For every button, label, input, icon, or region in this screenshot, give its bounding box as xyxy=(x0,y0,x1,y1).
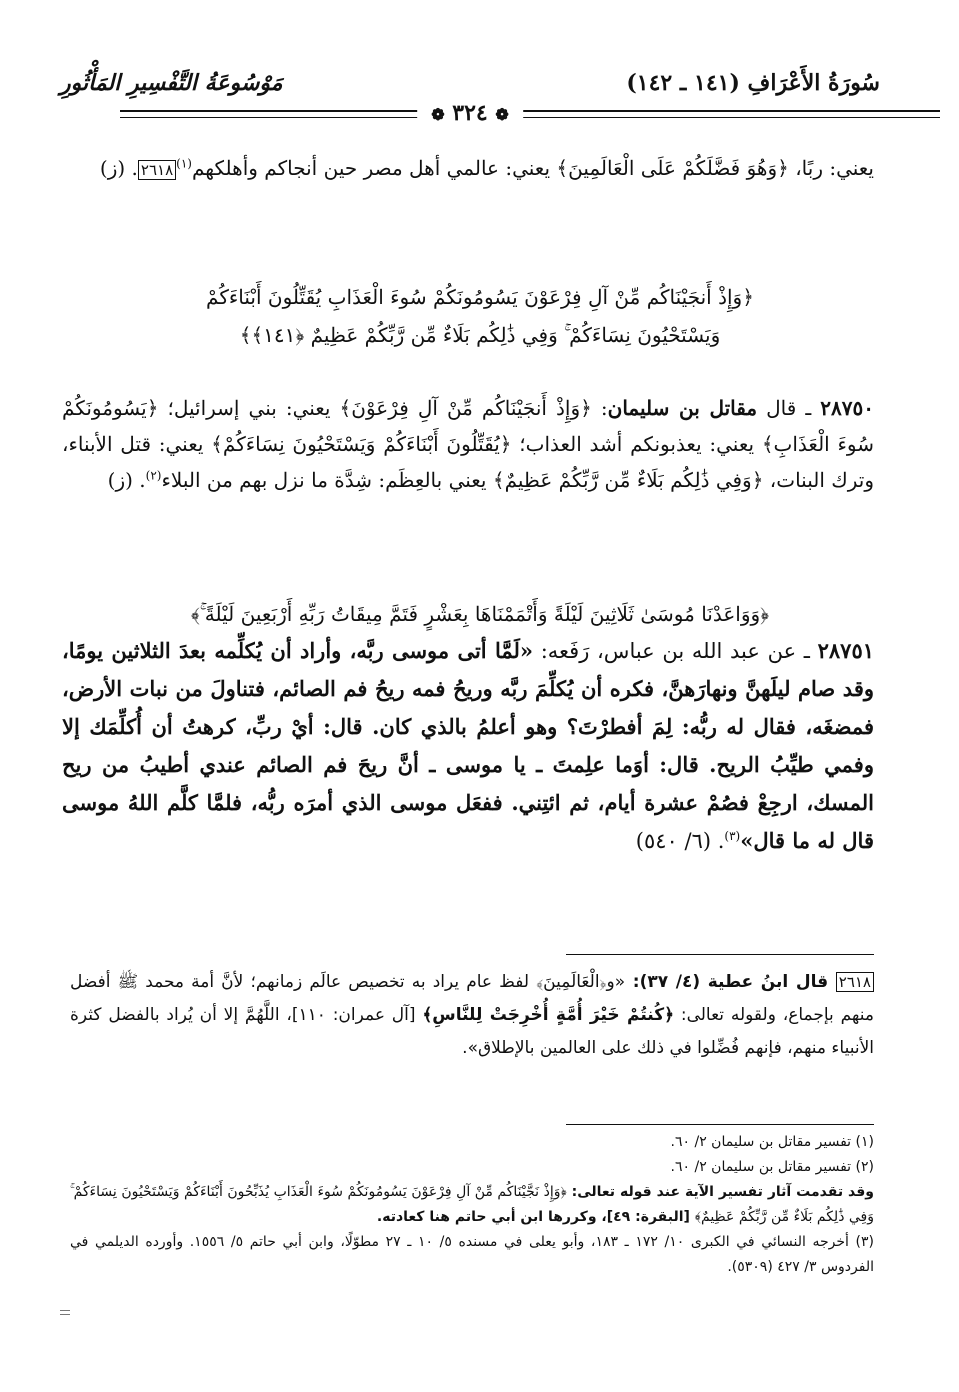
page-number xyxy=(417,100,523,126)
quran-quote: ﴿وَإِذْ أَنجَيْنَاكُم مِّنْ آلِ فِرْعَوْنَ﴾ xyxy=(339,396,592,420)
text-run: . (٦/ ٥٤٠) xyxy=(635,829,725,853)
ornament-icon: ❁ xyxy=(431,105,445,124)
verse-141 xyxy=(100,278,860,354)
editor-note-2618 xyxy=(70,966,874,1065)
hadith-text: «لَمَّا أتى موسى ربَّه، وأراد أن يُكلِّمه بعدَ الثلاثين يومًا، وقد صام ليلَهنَّ ونهارَهنَّ، فكره أن يُكلِّمَ ربَّه وريحُ فمه ريحُ فم الصائم، فتناولَ من نبات الأرض، فمضغَه، فقال له ربُّه: لِمَ أفطرْتَ؟ وهو أعلمُ بالذي كان. قال: أيْ ربِّ، كرهتُ أن أُكلِّمَك إلا وفمي طيِّبُ الريح. قال: أوَما علِمتَ ـ يا موسى ـ أنَّ ريحَ فم الصائم عندي أطيبُ من ريح المسك، ارجِعْ فصُمْ عشرة أيام، ثم ائتِني. ففعَل موسى الذي أمرَه ربُّه، فلمَّا كلَّم اللهُ موسى قال له ما قال» xyxy=(62,638,874,853)
text-run: لفظ عام يراد به تخصيص عالَم زمانهم؛ لأنَّ أمة محمد ﷺ أفضل منهم بإجماع، ولقوله تعالى: xyxy=(70,972,874,1025)
text-run: : xyxy=(591,396,608,420)
text-run: ـ قال xyxy=(757,396,821,420)
footnotes xyxy=(70,1130,874,1280)
verse-line: وَيَسْتَحْيُونَ نِسَاءَكُمْ ۚ وَفِي ذَٰلِكُم بَلَاءٌ مِّن رَّبِّكُمْ عَظِيمٌ ﴿١٤١﴾﴾ xyxy=(239,323,721,347)
text-run: «و xyxy=(606,972,626,992)
footnote-marker[interactable]: (١) xyxy=(176,156,192,171)
narration-number: ٢٨٧٥٠ xyxy=(820,396,874,420)
notes-separator xyxy=(566,954,874,955)
note-lead: قال ابنُ عطية (٤/ ٣٧): xyxy=(625,972,836,992)
header-book-title: مَوْسُوعَةُ التَّفْسِيرِ المَأْثُورِ xyxy=(60,70,283,96)
footnote-2-extra xyxy=(70,1180,874,1230)
header-surah-title: سُورَةُ الأَعْرَافِ (١٤١ ـ ١٤٢) xyxy=(626,70,880,96)
verse-line: ﴿وَوَاعَدْنَا مُوسَىٰ ثَلَاثِينَ لَيْلَةً وَأَتْمَمْنَاهَا بِعَشْرٍ فَتَمَّ مِيقَاتُ رَبِّهِ أَرْبَعِينَ لَيْلَةً ۚ﴾ xyxy=(190,602,770,626)
quran-quote: ﴿يَسُومُونَكُمْ سُوءَ الْعَذَابِ﴾ xyxy=(62,396,874,456)
paragraph-continuation xyxy=(62,150,874,188)
header-rule xyxy=(120,110,940,118)
text-run: يعني بالعِظَم: شِدَّة ما نزل بهم من البلاء xyxy=(161,468,493,492)
quran-quote: ﴿كُنتُمْ خَيْرَ أُمَّةٍ أُخْرِجَتْ لِلنَّاسِ﴾ xyxy=(422,1005,675,1025)
verse-line: ﴿وَإِذْ أَنجَيْنَاكُم مِّنْ آلِ فِرْعَوْنَ يَسُومُونَكُمْ سُوءَ الْعَذَابِ يُقَتِّلُونَ أَبْنَاءَكُمْ xyxy=(206,285,754,309)
footnote-1: (١) تفسير مقاتل بن سليمان ٢/ ٦٠. xyxy=(670,1134,874,1150)
verse-142 xyxy=(100,595,860,633)
quran-quote: ﴿وَهُوَ فَضَّلَكُمْ عَلَى الْعَالَمِينَ﴾ xyxy=(556,156,789,180)
text-run: يعني: بني إسرائيل؛ xyxy=(158,396,340,420)
text-run: يعني: قتل الأبناء، وترك البنات، xyxy=(62,432,874,492)
narration-number: ٢٨٧٥١ xyxy=(817,638,875,663)
footnote-2: (٢) تفسير مقاتل بن سليمان ٢/ ٦٠. xyxy=(670,1159,874,1175)
page-number-value: ٣٢٤ xyxy=(452,100,488,126)
narrator-name: مقاتل بن سليمان xyxy=(607,396,758,420)
footnote-marker[interactable]: (٢) xyxy=(145,468,162,483)
text-run: . (ز) xyxy=(99,156,138,180)
quran-quote: ﴿وَفِي ذَٰلِكُم بَلَاءٌ مِّن رَّبِّكُمْ عَظِيمٌ﴾ xyxy=(492,468,764,492)
quran-quote: ﴿وَإِذْ نَجَّيْنَاكُم مِّنْ آلِ فِرْعَوْنَ يَسُومُونَكُمْ سُوءَ الْعَذَابِ يُذَبِّحُونَ أَبْنَاءَكُمْ وَيَسْتَحْيُونَ نِسَاءَكُمْ ۚ وَفِي ذَٰلِكُم بَلَاءٌ مِّن رَّبِّكُمْ عَظِيمٌ﴾ xyxy=(70,1184,874,1225)
running-header xyxy=(60,70,880,126)
narration-28751 xyxy=(62,632,874,860)
text-run: . (ز) xyxy=(107,468,146,492)
quran-quote: ﴿الْعَالَمِينَ﴾ xyxy=(536,972,607,992)
text-run: يعني: عالمي أهل مصر حين أنجاكم وأهلكهم xyxy=(191,156,557,180)
quran-quote: ﴿يُقَتِّلُونَ أَبْنَاءَكُمْ وَيَسْتَحْيُونَ نِسَاءَكُمْ﴾ xyxy=(211,432,512,456)
footnotes-separator xyxy=(566,1124,874,1125)
footnote-3: (٣) أخرجه النسائي في الكبرى ١٠/ ١٧٢ ـ ١٨٣، وأبو يعلى في مسنده ٥/ ١٠ ـ ٢٧ مطوّلًا، وابن أبي حاتم ٥/ ١٥٥٦. وأورده الديلمي في الفردوس ٣/ ٤٢٧ (٥٣٠٩). xyxy=(70,1234,875,1275)
text-run: وقد تقدمت آثار تفسير الآية عند قوله تعالى: xyxy=(566,1184,874,1200)
text-run: [آل عمران: ١١٠]، اللَّهُمَّ إلا أن يُراد بالفضل كثرة الأنبياء منهم، فإنهم فُضِّلوا في ذلك على العالمين بالإطلاق». xyxy=(70,1005,874,1058)
margin-mark xyxy=(60,1310,70,1315)
ornament-icon: ❁ xyxy=(495,105,509,124)
narration-28750 xyxy=(62,390,874,498)
text-run: ـ عن عبد الله بن عباس، رَفَعه: xyxy=(533,639,818,663)
footnote-marker[interactable]: (٣) xyxy=(724,829,741,843)
text-run: [البقرة: ٤٩]، وكررها ابن أبي حاتم هنا كعادته. xyxy=(376,1209,695,1225)
text-run: يعني: يعذبونكم أشد العذاب؛ xyxy=(511,432,762,456)
cross-ref-box[interactable]: ٢٦١٨ xyxy=(138,160,176,180)
text-run: يعني: ربًا، xyxy=(788,156,874,180)
cross-ref-box[interactable]: ٢٦١٨ xyxy=(836,972,874,992)
